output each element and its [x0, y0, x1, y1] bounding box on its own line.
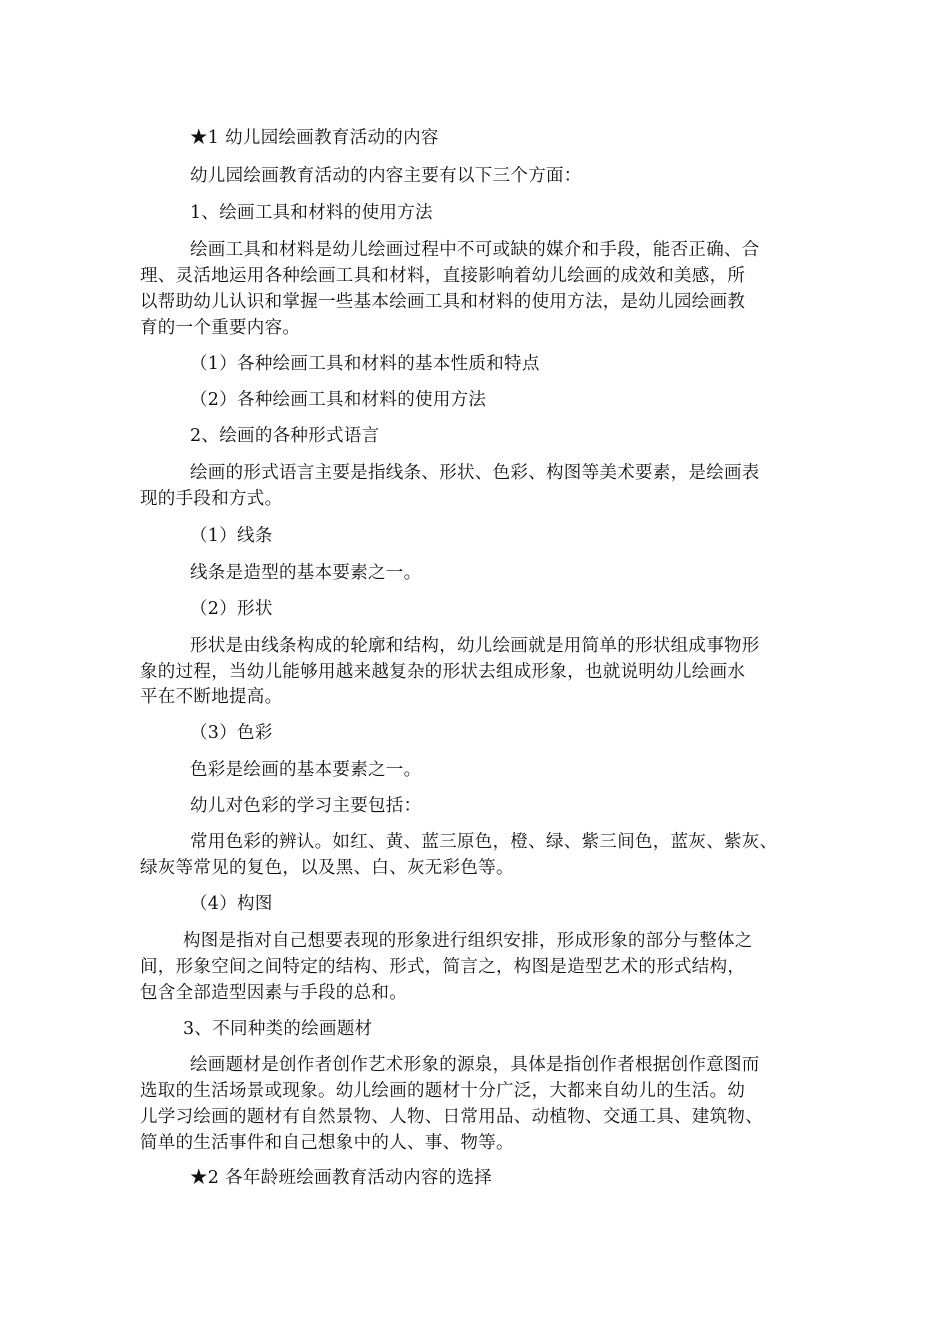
paragraph-line: 常用色彩的辨认。如红、黄、蓝三原色，橙、绿、紫三间色，蓝灰、紫灰、 [190, 832, 778, 852]
paragraph-line: 简单的生活事件和自己想象中的人、事、物等。 [140, 1133, 514, 1153]
paragraph-line: 以帮助幼儿认识和掌握一些基本绘画工具和材料的使用方法，是幼儿园绘画教 [140, 292, 746, 312]
paragraph-line: 象的过程，当幼儿能够用越来越复杂的形状去组成形象，也就说明幼儿绘画水 [140, 662, 746, 682]
paragraph-line: 理、灵活地运用各种绘画工具和材料，直接影响着幼儿绘画的成效和美感，所 [140, 266, 746, 286]
list-item: （4）构图 [190, 894, 273, 914]
list-item: （3）色彩 [190, 723, 273, 743]
paragraph-line: 间，形象空间之间特定的结构、形式，简言之，构图是造型艺术的形式结构， [140, 957, 746, 977]
paragraph-line: 绘画题材是创作者创作艺术形象的源泉，具体是指创作者根据创作意图而 [190, 1055, 760, 1075]
paragraph-line: 选取的生活场景或现象。幼儿绘画的题材十分广泛，大都来自幼儿的生活。幼 [140, 1081, 746, 1101]
section-heading-1: ★1 幼儿园绘画教育活动的内容 [190, 128, 439, 148]
paragraph-line: 平在不断地提高。 [140, 687, 283, 707]
paragraph-line: 色彩是绘画的基本要素之一。 [190, 760, 422, 780]
paragraph-line: 儿学习绘画的题材有自然景物、人物、日常用品、动植物、交通工具、建筑物、 [140, 1107, 763, 1127]
paragraph-line: 现的手段和方式。 [140, 489, 283, 509]
paragraph-line: 绿灰等常见的复色，以及黑、白、灰无彩色等。 [140, 858, 514, 878]
subheading-line: 2、绘画的各种形式语言 [190, 426, 380, 446]
paragraph-line: 绘画工具和材料是幼儿绘画过程中不可或缺的媒介和手段，能否正确、合 [190, 240, 760, 260]
paragraph-line: 线条是造型的基本要素之一。 [190, 563, 422, 583]
paragraph-line: 幼儿园绘画教育活动的内容主要有以下三个方面： [190, 166, 582, 186]
paragraph-line: 形状是由线条构成的轮廓和结构，幼儿绘画就是用简单的形状组成事物形 [190, 636, 760, 656]
paragraph-line: 绘画的形式语言主要是指线条、形状、色彩、构图等美术要素，是绘画表 [190, 463, 760, 483]
paragraph-line: 幼儿对色彩的学习主要包括： [190, 796, 422, 816]
paragraph-line: 育的一个重要内容。 [140, 318, 301, 338]
list-item: （1）线条 [190, 526, 273, 546]
section-heading-2: ★2 各年龄班绘画教育活动内容的选择 [190, 1168, 493, 1188]
list-item: （1）各种绘画工具和材料的基本性质和特点 [190, 354, 540, 374]
list-item: （2）各种绘画工具和材料的使用方法 [190, 390, 487, 410]
subheading-line: 3、不同种类的绘画题材 [183, 1019, 373, 1039]
list-item: （2）形状 [190, 599, 273, 619]
subheading-line: 1、绘画工具和材料的使用方法 [190, 203, 433, 223]
paragraph-line: 构图是指对自己想要表现的形象进行组织安排，形成形象的部分与整体之 [183, 931, 753, 951]
paragraph-line: 包含全部造型因素与手段的总和。 [140, 983, 407, 1003]
